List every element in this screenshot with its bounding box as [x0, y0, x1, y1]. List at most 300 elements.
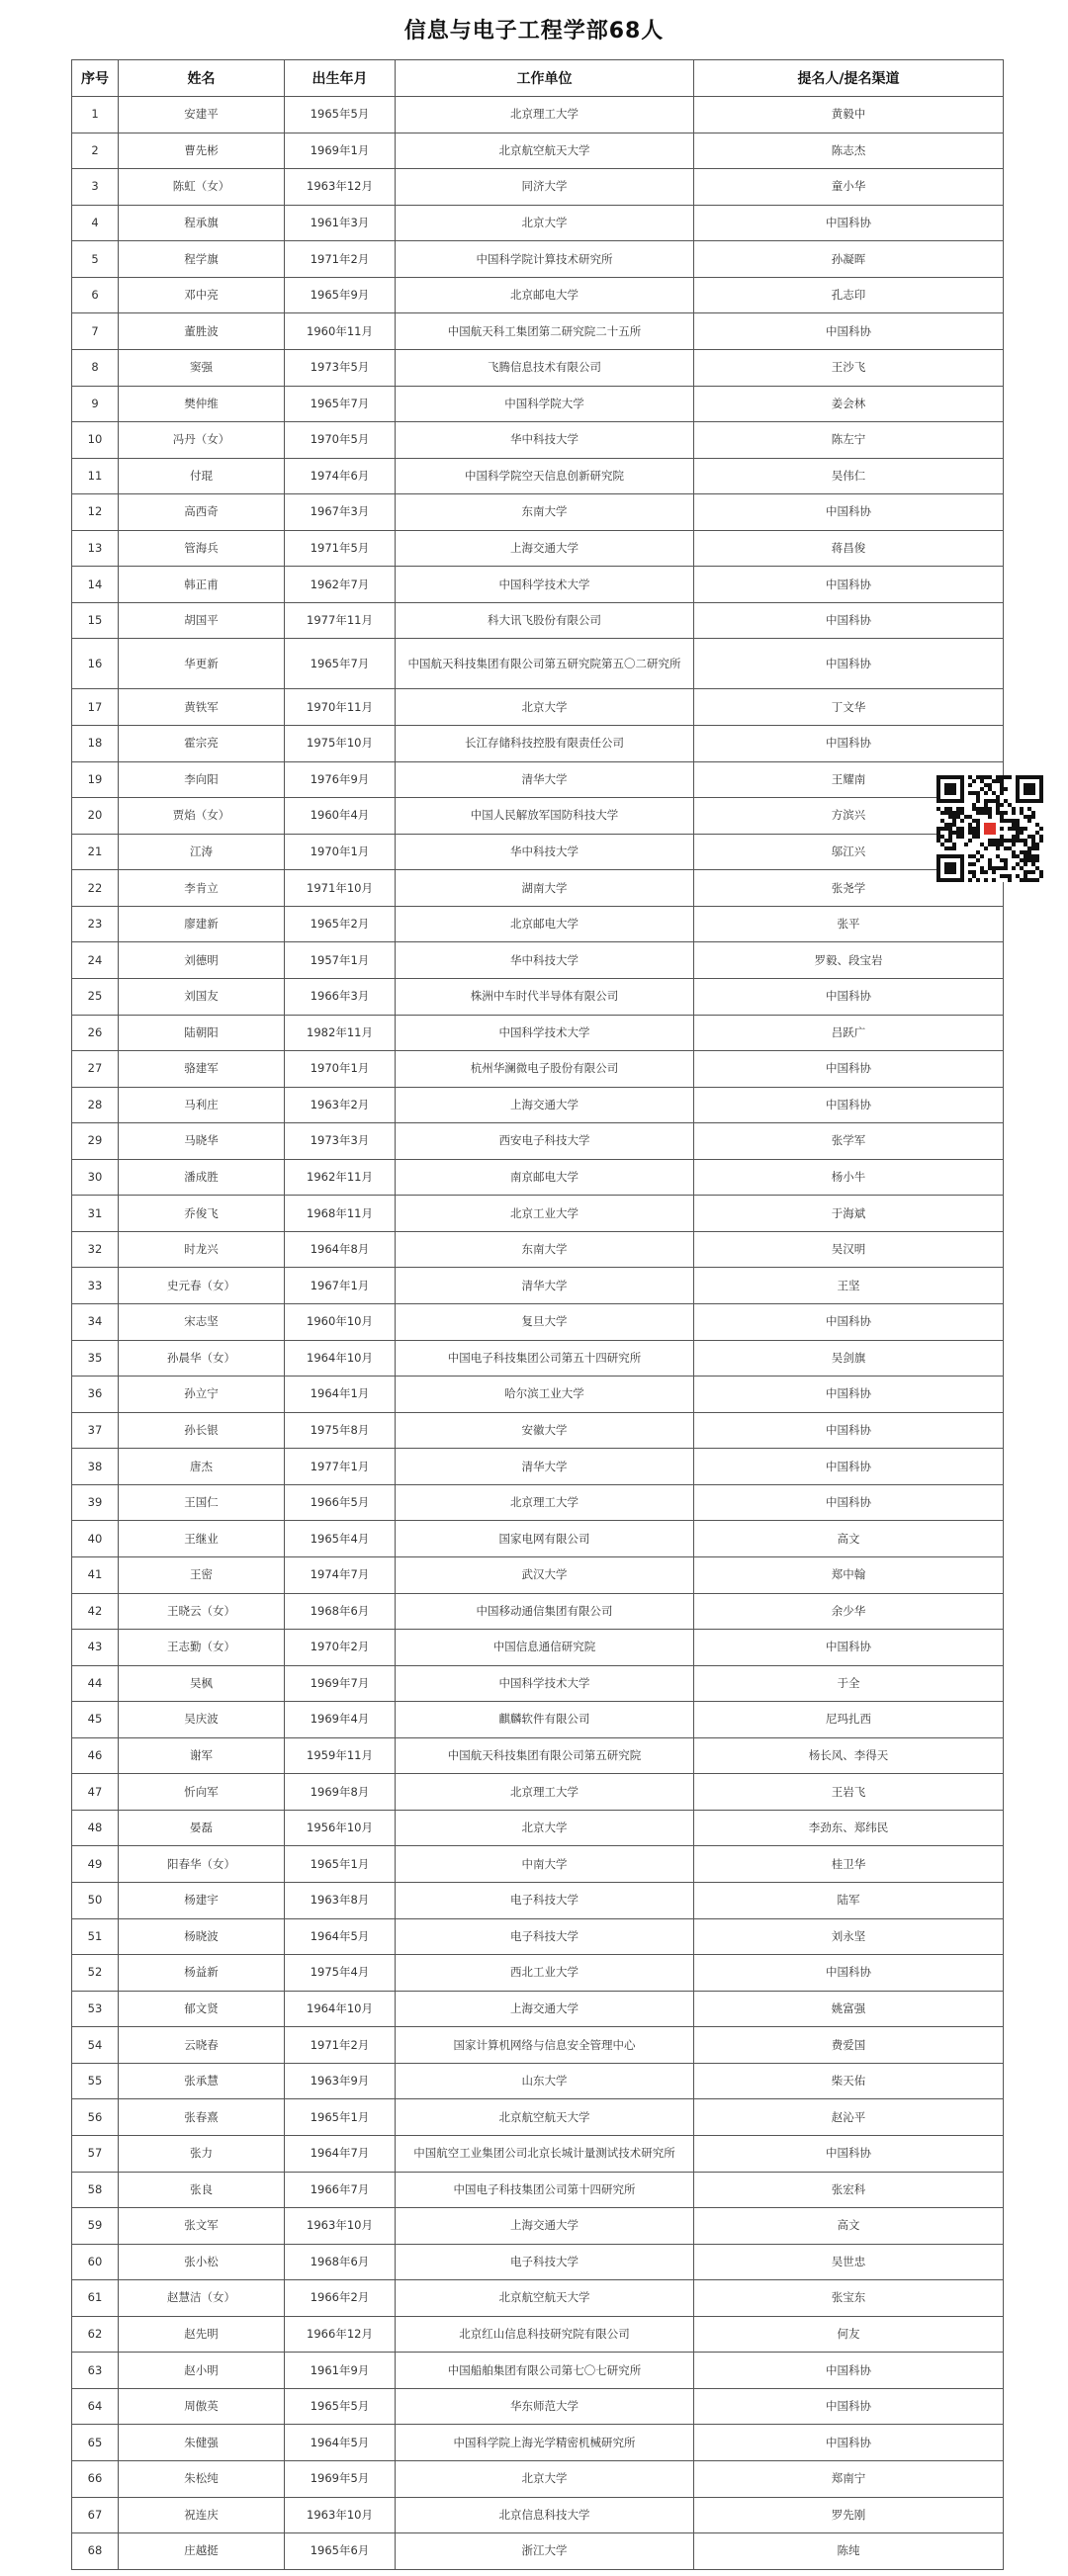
- table-row: [72, 2027, 1004, 2064]
- cell-name: 祝连庆: [119, 2497, 285, 2533]
- cell-index: 30: [72, 1159, 119, 1196]
- cell-name: 王国仁: [119, 1484, 285, 1521]
- cell-birth: 1965年4月: [285, 1521, 396, 1557]
- cell-name: 王晓云（女）: [119, 1593, 285, 1630]
- cell-index: 57: [72, 2135, 119, 2172]
- cell-index: 62: [72, 2316, 119, 2353]
- cell-birth: 1962年7月: [285, 567, 396, 603]
- table-row: [72, 241, 1004, 278]
- cell-nominator: 中国科协: [694, 1955, 1004, 1992]
- cell-name: 刘国友: [119, 978, 285, 1015]
- cell-nominator: 王坚: [694, 1268, 1004, 1304]
- cell-name: 杨晓波: [119, 1918, 285, 1955]
- cell-name: 张春熹: [119, 2099, 285, 2136]
- table-header: [72, 60, 1004, 97]
- cell-index: 46: [72, 1737, 119, 1774]
- cell-birth: 1966年3月: [285, 978, 396, 1015]
- cell-birth: 1963年2月: [285, 1087, 396, 1123]
- cell-workplace: 中国科学院计算技术研究所: [396, 241, 694, 278]
- cell-workplace: 湖南大学: [396, 870, 694, 907]
- cell-nominator: 中国科协: [694, 1087, 1004, 1123]
- cell-index: 7: [72, 313, 119, 350]
- table-row: [72, 1846, 1004, 1883]
- cell-birth: 1962年11月: [285, 1159, 396, 1196]
- cell-nominator: 中国科协: [694, 978, 1004, 1015]
- cell-index: 10: [72, 422, 119, 459]
- cell-name: 曹先彬: [119, 133, 285, 169]
- cell-birth: 1965年2月: [285, 906, 396, 942]
- cell-index: 27: [72, 1051, 119, 1088]
- cell-birth: 1970年5月: [285, 422, 396, 459]
- cell-workplace: 上海交通大学: [396, 1991, 694, 2027]
- cell-workplace: 中国电子科技集团公司第十四研究所: [396, 2172, 694, 2208]
- cell-nominator: 童小华: [694, 169, 1004, 206]
- cell-name: 程承旗: [119, 205, 285, 241]
- cell-nominator: 中国科协: [694, 1484, 1004, 1521]
- table-row: [72, 1268, 1004, 1304]
- table-row: [72, 133, 1004, 169]
- cell-name: 杨建宇: [119, 1883, 285, 1919]
- cell-birth: 1966年5月: [285, 1484, 396, 1521]
- cell-name: 陈虹（女）: [119, 169, 285, 206]
- cell-workplace: 杭州华澜微电子股份有限公司: [396, 1051, 694, 1088]
- cell-name: 王志勤（女）: [119, 1630, 285, 1666]
- cell-index: 24: [72, 942, 119, 979]
- cell-workplace: 中南大学: [396, 1846, 694, 1883]
- cell-name: 管海兵: [119, 530, 285, 567]
- cell-workplace: 华中科技大学: [396, 834, 694, 870]
- cell-nominator: 杨长风、李得天: [694, 1737, 1004, 1774]
- cell-name: 时龙兴: [119, 1231, 285, 1268]
- cell-nominator: 中国科协: [694, 1304, 1004, 1341]
- header-nominator: 提名人/提名渠道: [694, 60, 1004, 97]
- cell-index: 49: [72, 1846, 119, 1883]
- cell-name: 廖建新: [119, 906, 285, 942]
- cell-birth: 1970年1月: [285, 1051, 396, 1088]
- cell-workplace: 上海交通大学: [396, 2208, 694, 2245]
- cell-index: 60: [72, 2244, 119, 2280]
- cell-index: 36: [72, 1377, 119, 1413]
- cell-workplace: 北京航空航天大学: [396, 133, 694, 169]
- cell-index: 31: [72, 1196, 119, 1232]
- cell-nominator: 中国科协: [694, 2425, 1004, 2461]
- cell-birth: 1965年9月: [285, 277, 396, 313]
- table-row: [72, 169, 1004, 206]
- cell-index: 22: [72, 870, 119, 907]
- cell-birth: 1969年5月: [285, 2461, 396, 2498]
- cell-birth: 1974年6月: [285, 458, 396, 494]
- cell-name: 朱健强: [119, 2425, 285, 2461]
- cell-index: 48: [72, 1810, 119, 1846]
- table-row: [72, 530, 1004, 567]
- cell-index: 68: [72, 2533, 119, 2570]
- table-row: [72, 1918, 1004, 1955]
- cell-name: 吴枫: [119, 1665, 285, 1702]
- qr-code-icon[interactable]: [936, 775, 1043, 882]
- cell-workplace: 上海交通大学: [396, 530, 694, 567]
- table-row: [72, 2208, 1004, 2245]
- cell-index: 41: [72, 1556, 119, 1593]
- cell-name: 云晓春: [119, 2027, 285, 2064]
- cell-workplace: 西北工业大学: [396, 1955, 694, 1992]
- cell-name: 陆朝阳: [119, 1015, 285, 1051]
- cell-name: 邓中亮: [119, 277, 285, 313]
- cell-workplace: 山东大学: [396, 2063, 694, 2099]
- cell-workplace: 北京大学: [396, 2461, 694, 2498]
- table-row: [72, 2280, 1004, 2317]
- cell-index: 38: [72, 1449, 119, 1485]
- cell-nominator: 尼玛扎西: [694, 1702, 1004, 1738]
- cell-index: 29: [72, 1123, 119, 1160]
- cell-nominator: 丁文华: [694, 689, 1004, 726]
- cell-index: 43: [72, 1630, 119, 1666]
- cell-name: 忻向军: [119, 1774, 285, 1811]
- cell-workplace: 中国航天科工集团第二研究院二十五所: [396, 313, 694, 350]
- table-row: [72, 2497, 1004, 2533]
- cell-birth: 1963年8月: [285, 1883, 396, 1919]
- cell-workplace: 中国科学院空天信息创新研究院: [396, 458, 694, 494]
- table-row: [72, 1665, 1004, 1702]
- cell-nominator: 赵沁平: [694, 2099, 1004, 2136]
- cell-index: 47: [72, 1774, 119, 1811]
- table-row: [72, 1883, 1004, 1919]
- cell-nominator: 姚富强: [694, 1991, 1004, 2027]
- cell-workplace: 中国航空工业集团公司北京长城计量测试技术研究所: [396, 2135, 694, 2172]
- cell-nominator: 于海斌: [694, 1196, 1004, 1232]
- cell-workplace: 北京大学: [396, 1810, 694, 1846]
- cell-nominator: 中国科协: [694, 602, 1004, 639]
- cell-workplace: 北京邮电大学: [396, 277, 694, 313]
- cell-workplace: 飞腾信息技术有限公司: [396, 349, 694, 386]
- cell-name: 谢军: [119, 1737, 285, 1774]
- cell-nominator: 张学军: [694, 1123, 1004, 1160]
- cell-index: 1: [72, 97, 119, 133]
- cell-workplace: 清华大学: [396, 761, 694, 798]
- cell-nominator: 孔志印: [694, 277, 1004, 313]
- table-row: [72, 1521, 1004, 1557]
- cell-name: 贾焰（女）: [119, 798, 285, 835]
- cell-name: 吴庆波: [119, 1702, 285, 1738]
- cell-birth: 1967年1月: [285, 1268, 396, 1304]
- cell-workplace: 南京邮电大学: [396, 1159, 694, 1196]
- cell-name: 骆建军: [119, 1051, 285, 1088]
- cell-birth: 1974年7月: [285, 1556, 396, 1593]
- cell-nominator: 中国科协: [694, 1051, 1004, 1088]
- table-row: [72, 422, 1004, 459]
- table-row: [72, 1196, 1004, 1232]
- cell-workplace: 华中科技大学: [396, 422, 694, 459]
- table-row: [72, 1412, 1004, 1449]
- cell-birth: 1963年10月: [285, 2497, 396, 2533]
- cell-nominator: 中国科协: [694, 2353, 1004, 2389]
- cell-index: 21: [72, 834, 119, 870]
- table-row: [72, 602, 1004, 639]
- cell-birth: 1970年11月: [285, 689, 396, 726]
- table-row: [72, 2172, 1004, 2208]
- cell-birth: 1960年11月: [285, 313, 396, 350]
- cell-nominator: 郑南宁: [694, 2461, 1004, 2498]
- cell-birth: 1969年8月: [285, 1774, 396, 1811]
- cell-index: 20: [72, 798, 119, 835]
- cell-nominator: 中国科协: [694, 1449, 1004, 1485]
- cell-birth: 1960年10月: [285, 1304, 396, 1341]
- cell-workplace: 中国船舶集团有限公司第七〇七研究所: [396, 2353, 694, 2389]
- cell-name: 董胜波: [119, 313, 285, 350]
- cell-index: 8: [72, 349, 119, 386]
- cell-nominator: 张尧学: [694, 870, 1004, 907]
- cell-birth: 1965年1月: [285, 1846, 396, 1883]
- table-row: [72, 205, 1004, 241]
- cell-nominator: 中国科协: [694, 639, 1004, 689]
- cell-name: 晏磊: [119, 1810, 285, 1846]
- cell-name: 赵慧洁（女）: [119, 2280, 285, 2317]
- cell-workplace: 东南大学: [396, 494, 694, 531]
- cell-workplace: 安徽大学: [396, 1412, 694, 1449]
- cell-name: 王密: [119, 1556, 285, 1593]
- table-row: [72, 1484, 1004, 1521]
- cell-workplace: 北京红山信息科技研究院有限公司: [396, 2316, 694, 2353]
- cell-workplace: 哈尔滨工业大学: [396, 1377, 694, 1413]
- cell-index: 54: [72, 2027, 119, 2064]
- cell-birth: 1973年5月: [285, 349, 396, 386]
- cell-name: 乔俊飞: [119, 1196, 285, 1232]
- cell-nominator: 吴剑旗: [694, 1340, 1004, 1377]
- cell-index: 2: [72, 133, 119, 169]
- cell-birth: 1961年9月: [285, 2353, 396, 2389]
- cell-birth: 1964年8月: [285, 1231, 396, 1268]
- cell-nominator: 中国科协: [694, 567, 1004, 603]
- cell-index: 33: [72, 1268, 119, 1304]
- cell-birth: 1969年7月: [285, 1665, 396, 1702]
- table-row: [72, 567, 1004, 603]
- cell-index: 18: [72, 726, 119, 762]
- cell-birth: 1965年7月: [285, 639, 396, 689]
- cell-birth: 1971年5月: [285, 530, 396, 567]
- cell-index: 59: [72, 2208, 119, 2245]
- cell-nominator: 王耀南: [694, 761, 1004, 798]
- cell-birth: 1968年6月: [285, 1593, 396, 1630]
- table-row: [72, 1123, 1004, 1160]
- table-row: [72, 1159, 1004, 1196]
- table-row: [72, 1449, 1004, 1485]
- cell-workplace: 电子科技大学: [396, 1918, 694, 1955]
- header-workplace: 工作单位: [396, 60, 694, 97]
- cell-birth: 1968年6月: [285, 2244, 396, 2280]
- cell-birth: 1957年1月: [285, 942, 396, 979]
- cell-index: 50: [72, 1883, 119, 1919]
- cell-birth: 1966年2月: [285, 2280, 396, 2317]
- cell-name: 李肯立: [119, 870, 285, 907]
- cell-birth: 1956年10月: [285, 1810, 396, 1846]
- cell-birth: 1971年2月: [285, 241, 396, 278]
- cell-birth: 1964年5月: [285, 2425, 396, 2461]
- cell-workplace: 中国科学技术大学: [396, 1015, 694, 1051]
- cell-name: 孙长银: [119, 1412, 285, 1449]
- cell-workplace: 中国科学技术大学: [396, 1665, 694, 1702]
- cell-workplace: 北京大学: [396, 689, 694, 726]
- table-body: [72, 97, 1004, 2570]
- cell-birth: 1971年2月: [285, 2027, 396, 2064]
- cell-nominator: 中国科协: [694, 1412, 1004, 1449]
- cell-name: 李向阳: [119, 761, 285, 798]
- cell-nominator: 柴天佑: [694, 2063, 1004, 2099]
- cell-index: 17: [72, 689, 119, 726]
- cell-nominator: 方滨兴: [694, 798, 1004, 835]
- cell-workplace: 北京信息科技大学: [396, 2497, 694, 2533]
- table-row: [72, 726, 1004, 762]
- cell-nominator: 王沙飞: [694, 349, 1004, 386]
- cell-nominator: 黄毅中: [694, 97, 1004, 133]
- cell-birth: 1966年12月: [285, 2316, 396, 2353]
- cell-birth: 1970年1月: [285, 834, 396, 870]
- table-row: [72, 386, 1004, 422]
- cell-workplace: 北京理工大学: [396, 97, 694, 133]
- table-row: [72, 277, 1004, 313]
- table-row: [72, 978, 1004, 1015]
- cell-name: 潘成胜: [119, 1159, 285, 1196]
- cell-name: 高西奇: [119, 494, 285, 531]
- cell-birth: 1964年5月: [285, 1918, 396, 1955]
- cell-name: 樊仲维: [119, 386, 285, 422]
- cell-nominator: 中国科协: [694, 726, 1004, 762]
- cell-birth: 1969年1月: [285, 133, 396, 169]
- cell-index: 52: [72, 1955, 119, 1992]
- cell-nominator: 刘永坚: [694, 1918, 1004, 1955]
- cell-birth: 1964年1月: [285, 1377, 396, 1413]
- cell-nominator: 姜会林: [694, 386, 1004, 422]
- cell-nominator: 高文: [694, 2208, 1004, 2245]
- cell-birth: 1975年4月: [285, 1955, 396, 1992]
- cell-nominator: 中国科协: [694, 313, 1004, 350]
- cell-index: 56: [72, 2099, 119, 2136]
- cell-index: 13: [72, 530, 119, 567]
- table-row: [72, 1593, 1004, 1630]
- cell-birth: 1970年2月: [285, 1630, 396, 1666]
- cell-name: 霍宗亮: [119, 726, 285, 762]
- cell-index: 53: [72, 1991, 119, 2027]
- cell-index: 5: [72, 241, 119, 278]
- cell-name: 窦强: [119, 349, 285, 386]
- cell-name: 安建平: [119, 97, 285, 133]
- cell-nominator: 罗先刚: [694, 2497, 1004, 2533]
- cell-index: 37: [72, 1412, 119, 1449]
- cell-workplace: 中国科学院上海光学精密机械研究所: [396, 2425, 694, 2461]
- table-row: [72, 1231, 1004, 1268]
- cell-birth: 1964年10月: [285, 1991, 396, 2027]
- cell-workplace: 北京工业大学: [396, 1196, 694, 1232]
- cell-nominator: 吴伟仁: [694, 458, 1004, 494]
- cell-birth: 1969年4月: [285, 1702, 396, 1738]
- table-row: [72, 313, 1004, 350]
- cell-workplace: 电子科技大学: [396, 2244, 694, 2280]
- cell-workplace: 长江存储科技控股有限责任公司: [396, 726, 694, 762]
- cell-nominator: 杨小牛: [694, 1159, 1004, 1196]
- cell-birth: 1963年12月: [285, 169, 396, 206]
- cell-index: 55: [72, 2063, 119, 2099]
- table-row: [72, 1015, 1004, 1051]
- cell-name: 马利庄: [119, 1087, 285, 1123]
- cell-index: 66: [72, 2461, 119, 2498]
- cell-workplace: 科大讯飞股份有限公司: [396, 602, 694, 639]
- table-row: [72, 870, 1004, 907]
- header-index: 序号: [72, 60, 119, 97]
- table-row: [72, 1556, 1004, 1593]
- cell-index: 23: [72, 906, 119, 942]
- cell-birth: 1959年11月: [285, 1737, 396, 1774]
- cell-birth: 1977年1月: [285, 1449, 396, 1485]
- cell-birth: 1964年10月: [285, 1340, 396, 1377]
- table-row: [72, 1304, 1004, 1341]
- cell-index: 15: [72, 602, 119, 639]
- cell-index: 45: [72, 1702, 119, 1738]
- cell-name: 付琨: [119, 458, 285, 494]
- cell-nominator: 王岩飞: [694, 1774, 1004, 1811]
- cell-birth: 1965年1月: [285, 2099, 396, 2136]
- cell-workplace: 北京理工大学: [396, 1774, 694, 1811]
- table-row: [72, 1774, 1004, 1811]
- cell-name: 张力: [119, 2135, 285, 2172]
- cell-index: 61: [72, 2280, 119, 2317]
- cell-birth: 1963年9月: [285, 2063, 396, 2099]
- cell-birth: 1965年6月: [285, 2533, 396, 2570]
- table-row: [72, 2388, 1004, 2425]
- cell-birth: 1961年3月: [285, 205, 396, 241]
- cell-workplace: 电子科技大学: [396, 1883, 694, 1919]
- table-row: [72, 2425, 1004, 2461]
- cell-birth: 1982年11月: [285, 1015, 396, 1051]
- cell-name: 张小松: [119, 2244, 285, 2280]
- cell-birth: 1975年10月: [285, 726, 396, 762]
- cell-workplace: 中国电子科技集团公司第五十四研究所: [396, 1340, 694, 1377]
- candidate-table: [71, 59, 1004, 2570]
- cell-birth: 1966年7月: [285, 2172, 396, 2208]
- table-row: [72, 2063, 1004, 2099]
- cell-birth: 1968年11月: [285, 1196, 396, 1232]
- cell-nominator: 何友: [694, 2316, 1004, 2353]
- cell-workplace: 国家电网有限公司: [396, 1521, 694, 1557]
- cell-workplace: 北京理工大学: [396, 1484, 694, 1521]
- cell-name: 韩正甫: [119, 567, 285, 603]
- cell-nominator: 郑中翰: [694, 1556, 1004, 1593]
- cell-index: 51: [72, 1918, 119, 1955]
- table-row: [72, 2353, 1004, 2389]
- cell-index: 4: [72, 205, 119, 241]
- table-row: [72, 761, 1004, 798]
- table-row: [72, 349, 1004, 386]
- cell-nominator: 于全: [694, 1665, 1004, 1702]
- cell-nominator: 张宝东: [694, 2280, 1004, 2317]
- cell-birth: 1965年7月: [285, 386, 396, 422]
- cell-index: 25: [72, 978, 119, 1015]
- cell-nominator: 吕跃广: [694, 1015, 1004, 1051]
- cell-index: 11: [72, 458, 119, 494]
- cell-workplace: 中国人民解放军国防科技大学: [396, 798, 694, 835]
- table-row: [72, 458, 1004, 494]
- table-row: [72, 942, 1004, 979]
- cell-workplace: 国家计算机网络与信息安全管理中心: [396, 2027, 694, 2064]
- cell-birth: 1965年5月: [285, 97, 396, 133]
- table-row: [72, 97, 1004, 133]
- cell-workplace: 中国信息通信研究院: [396, 1630, 694, 1666]
- cell-workplace: 北京大学: [396, 205, 694, 241]
- cell-workplace: 浙江大学: [396, 2533, 694, 2570]
- cell-name: 胡国平: [119, 602, 285, 639]
- cell-workplace: 北京航空航天大学: [396, 2099, 694, 2136]
- table-row: [72, 2316, 1004, 2353]
- table-row: [72, 494, 1004, 531]
- table-row: [72, 2099, 1004, 2136]
- cell-name: 朱松纯: [119, 2461, 285, 2498]
